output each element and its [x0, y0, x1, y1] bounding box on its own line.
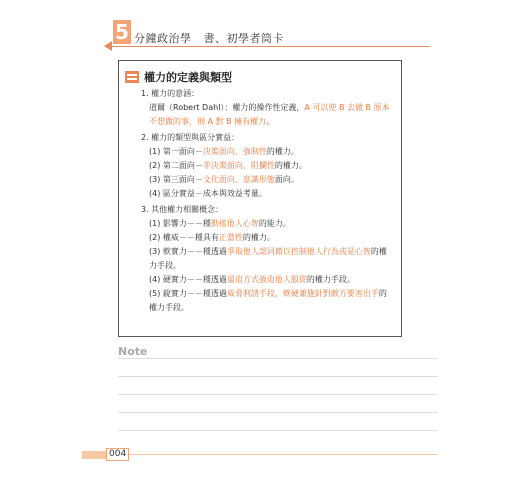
note-line [118, 394, 438, 395]
note-label: Note [118, 345, 148, 358]
body-text: 面向。 [274, 175, 299, 184]
body-text: 的權力手段。 [306, 275, 355, 284]
body-text: (2) 第二面向－ [149, 161, 203, 170]
highlight-text: A 可以使 B 去做 B 原本不想做的事，則 A 對 B 擁有權力 [149, 103, 390, 126]
body-text: 道爾（Robert Dahl）：權力的操作性定義， [149, 103, 305, 112]
body-text: 的權力手段。 [149, 247, 387, 270]
footer-divider [124, 454, 438, 455]
list-item [141, 217, 391, 231]
note-line [118, 412, 438, 413]
body-text: (5) 銳實力－－種透過 [149, 289, 227, 298]
highlight-text: 動搖他人心智 [210, 219, 259, 228]
highlight-text: 正當性 [218, 233, 243, 242]
note-line [118, 358, 438, 359]
section-heading: 2. 權力的類型與區分實益： [141, 133, 240, 142]
list-item [141, 273, 391, 287]
section-heading: 3. 其他權力相關概念： [141, 205, 224, 214]
highlight-text: 逼迫方式強迫他人服從 [226, 275, 307, 284]
section-heading: 1. 權力的意涵： [141, 89, 200, 98]
book-title: 分鐘政治學 [134, 32, 192, 45]
header-divider [110, 46, 430, 47]
note-line [118, 376, 438, 377]
highlight-text: 文化面向、意識形態 [202, 175, 275, 184]
summary-card [118, 60, 402, 337]
list-item [141, 159, 391, 173]
chapter-number-badge: 5 [113, 20, 131, 44]
list-item [141, 245, 391, 273]
section-paragraph [141, 101, 391, 129]
body-text: 的能力。 [258, 219, 291, 228]
card-title [125, 69, 232, 85]
body-text: (4) 硬實力－－種透過 [149, 275, 227, 284]
list-item [141, 287, 391, 315]
body-text: 的權力。 [266, 147, 299, 156]
body-text: (4) 區分實益－成本與效益考量。 [149, 189, 267, 198]
body-text: 。 [266, 117, 275, 126]
list-item [141, 145, 391, 159]
body-text: 的權力。 [274, 161, 307, 170]
list-item [141, 231, 391, 245]
body-text: (2) 權威－－種具有 [149, 233, 219, 242]
highlight-text: 威脅利誘手段，軟硬兼施針對敵方要害出手 [226, 289, 379, 298]
highlight-text: 決策面向、強制性 [202, 147, 267, 156]
body-text: 的權力手段。 [149, 289, 387, 312]
header-title [134, 30, 284, 46]
list-item [141, 187, 391, 201]
body-text: (3) 第三面向－ [149, 175, 203, 184]
list-icon [125, 71, 139, 83]
card-content [141, 85, 391, 315]
card-title-text: 權力的定義與類型 [144, 71, 232, 84]
body-text: (1) 影響力－－種 [149, 219, 211, 228]
highlight-text: 非決策面向、阻攔性 [202, 161, 275, 170]
page-number: 004 [106, 448, 129, 461]
body-text: (3) 軟實力－－種透過 [149, 247, 227, 256]
book-subtitle: 書、初學者筒卡 [203, 32, 284, 45]
body-text: 的權力。 [242, 233, 275, 242]
section [141, 87, 391, 129]
note-line [118, 430, 438, 431]
highlight-text: 爭取他人認同藉以控制他人行為或是心智 [226, 247, 371, 256]
section [141, 203, 391, 315]
section [141, 131, 391, 201]
page-header [0, 0, 520, 50]
list-item [141, 173, 391, 187]
body-text: (1) 第一面向－ [149, 147, 203, 156]
